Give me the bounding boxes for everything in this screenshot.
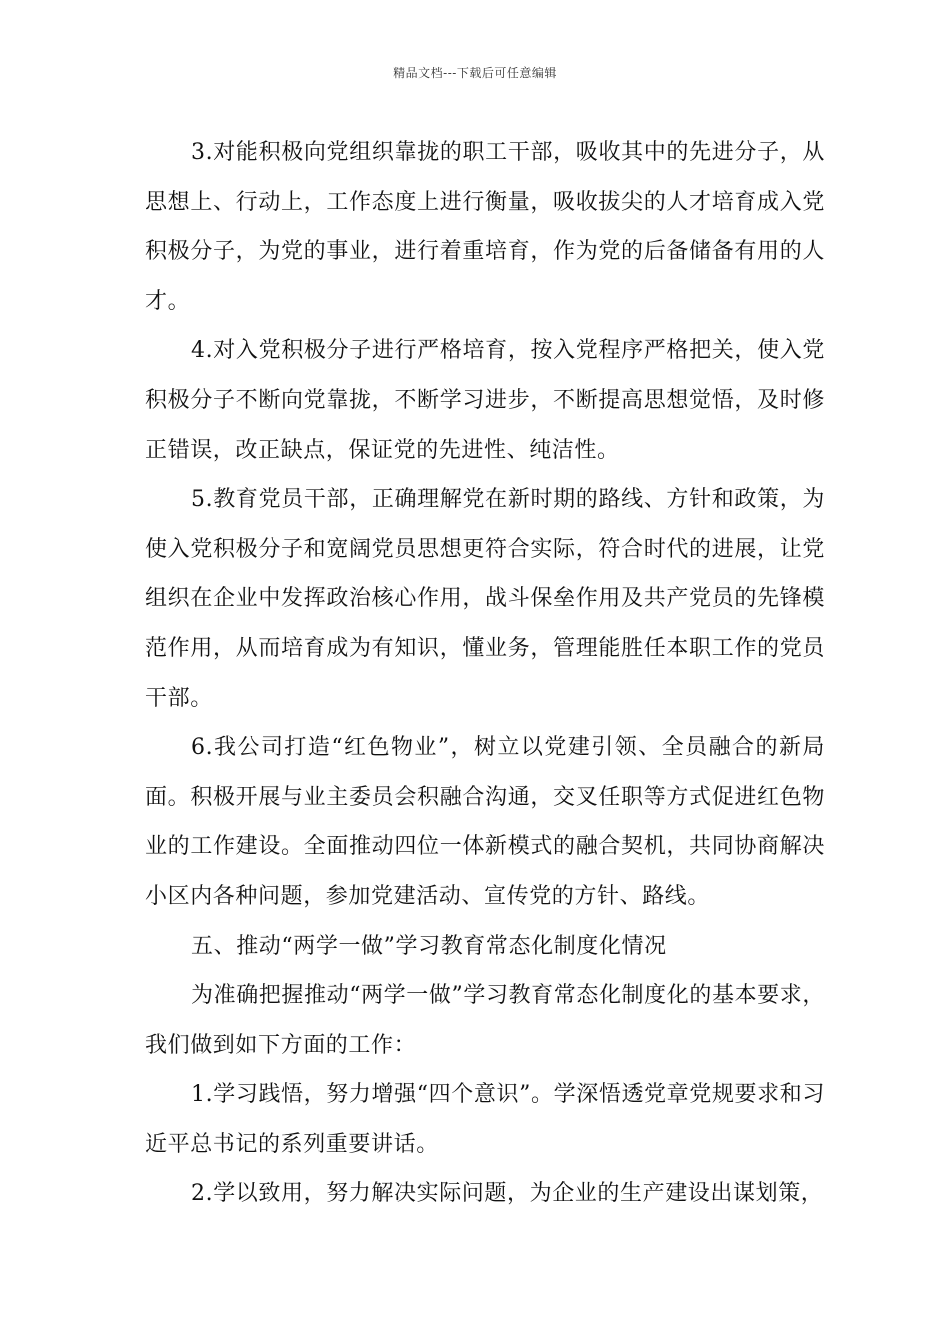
section-intro: 为准确把握推动“两学一做”学习教育常态化制度化的基本要求，我们做到如下方面的工作： [145,983,825,1058]
page-header: 精品文档---下载后可任意编辑 [393,66,557,80]
section-heading-five: 五、推动“两学一做”学习教育常态化制度化情况 [191,933,667,959]
paragraph-item-6: 6.我公司打造“红色物业”，树立以党建引领、全员融合的新局面。积极开展与业主委员会积融合沟通，交叉任职等方式促进红色物业的工作建设。全面推动四位一体新模式的融合契机，共同协商解决小区内各种问题，参加党建活动、宣传党的方针、路线。 [145,735,825,909]
paragraph-item-4: 4.对入党积极分子进行严格培育，按入党程序严格把关，使入党积极分子不断向党靠拢，不断学习进步，不断提高思想觉悟，及时修正错误，改正缺点，保证党的先进性、纯洁性。 [145,338,825,463]
paragraph-study-1: 1.学习践悟，努力增强“四个意识”。学深悟透党章党规要求和习近平总书记的系列重要讲话。 [145,1082,825,1157]
document-body [145,128,825,1219]
paragraph-study-2: 2.学以致用，努力解决实际问题，为企业的生产建设出谋划策， [191,1181,824,1207]
paragraph-item-5: 5.教育党员干部，正确理解党在新时期的路线、方针和政策，为使入党积极分子和宽阔党员思想更符合实际，符合时代的进展，让党组织在企业中发挥政治核心作用，战斗保垒作用及共产党员的先锋模范作用，从而培育成为有知识，懂业务，管理能胜任本职工作的党员干部。 [145,487,825,711]
paragraph-item-3: 3.对能积极向党组织靠拢的职工干部，吸收其中的先进分子，从思想上、行动上，工作态度上进行衡量，吸收拔尖的人才培育成入党积极分子，为党的事业，进行着重培育，作为党的后备储备有用的人才。 [145,140,825,314]
